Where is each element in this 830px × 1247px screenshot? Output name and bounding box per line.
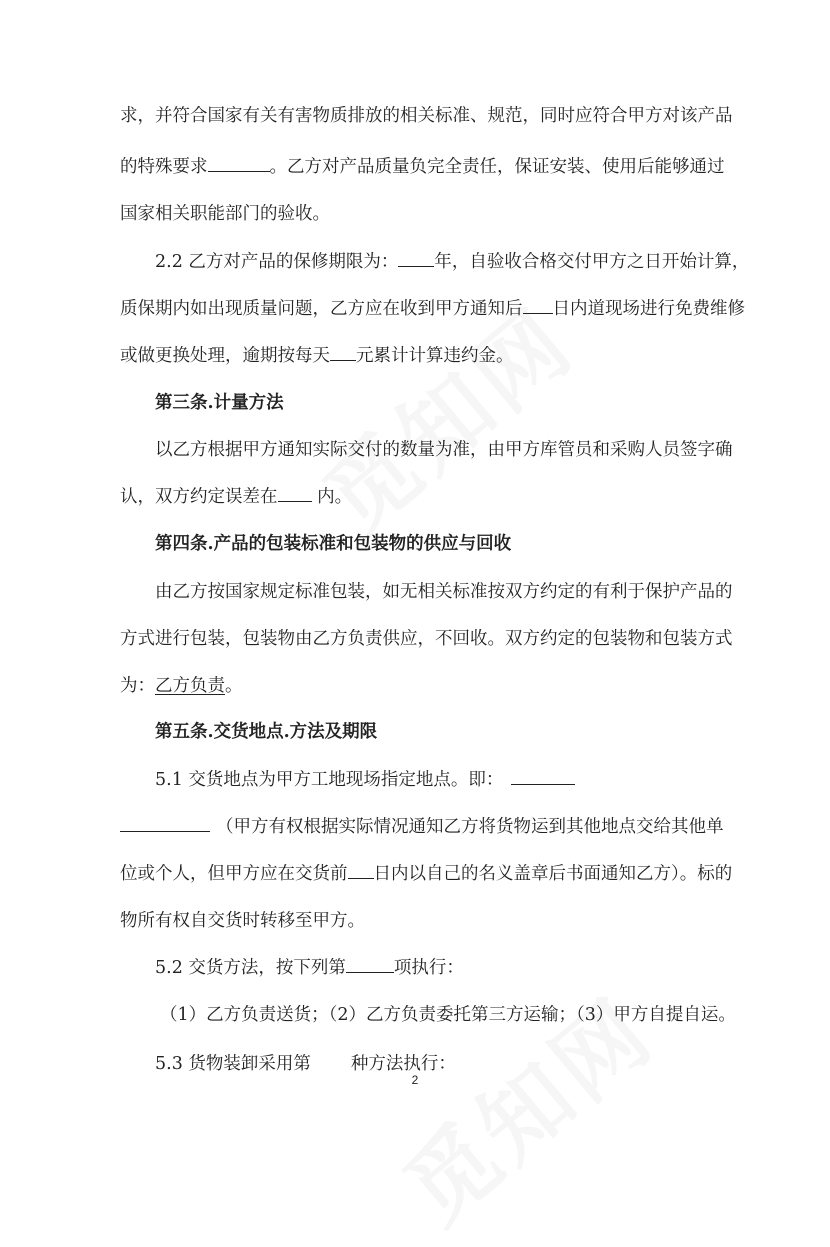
fill-in-blank bbox=[523, 297, 553, 314]
paragraph-line: 由乙方按国家规定标准包装，如无相关标准按双方约定的有利于保护产品的 bbox=[155, 582, 733, 602]
paragraph-line: 位或个人，但甲方应在交货前 日内以自己的名义盖章后书面通知乙方）。标的 bbox=[120, 864, 733, 884]
paragraph-line: 认，双方约定误差在 内。 bbox=[120, 487, 353, 507]
section-heading: 第四条.产品的包装标准和包装物的供应与回收 bbox=[155, 534, 512, 554]
paragraph-line: 5.2 交货方法，按下列第 项执行： bbox=[155, 958, 464, 978]
paragraph-line: 为：乙方负责。 bbox=[120, 676, 243, 696]
fill-in-blank bbox=[346, 956, 394, 973]
section-heading: 第三条.计量方法 bbox=[155, 393, 284, 413]
page-number: 2 bbox=[411, 1073, 419, 1087]
paragraph-line: （1）乙方负责送货；（2）乙方负责委托第三方运输；（3）甲方自提自运。 bbox=[160, 1005, 736, 1025]
fill-in-blank bbox=[330, 344, 356, 361]
fill-in-blank bbox=[511, 768, 575, 785]
paragraph-line: 质保期内如出现质量问题，乙方应在收到甲方通知后 日内道现场进行免费维修 bbox=[120, 299, 745, 319]
paragraph-line: 的特殊要求 。乙方对产品质量负完全责任，保证安装、使用后能够通过 bbox=[120, 157, 725, 177]
section-heading: 第五条.交货地点.方法及期限 bbox=[155, 722, 378, 742]
paragraph-line: 方式进行包装，包装物由乙方负责供应，不回收。双方约定的包装物和包装方式 bbox=[120, 629, 733, 649]
fill-in-blank bbox=[120, 815, 210, 832]
paragraph-line: 以乙方根据甲方通知实际交付的数量为准，由甲方库管员和采购人员签字确 bbox=[155, 440, 733, 460]
paragraph-line: 5.1 交货地点为甲方工地现场指定地点。即： bbox=[155, 768, 755, 792]
paragraph-line: 5.3 货物装卸采用第 种方法执行： bbox=[155, 1054, 456, 1074]
underlined-value: 乙方负责 bbox=[155, 676, 225, 696]
paragraph-line: 或做更换处理，逾期按每天 元累计计算违约金。 bbox=[120, 346, 514, 366]
paragraph-line: 物所有权自交货时转移至甲方。 bbox=[120, 911, 365, 931]
paragraph-line: （甲方有权根据实际情况通知乙方将货物运到其他地点交给其他单 bbox=[120, 815, 720, 839]
fill-in-blank bbox=[278, 485, 312, 502]
fill-in-blank bbox=[398, 250, 434, 267]
fill-in-blank bbox=[208, 155, 270, 172]
paragraph-line: 2.2 乙方对产品的保修期限为： 年，自验收合格交付甲方之日开始计算， bbox=[155, 252, 750, 272]
paragraph-line: 求，并符合国家有关有害物质排放的相关标准、规范，同时应符合甲方对该产品 bbox=[120, 106, 733, 126]
paragraph-line: 国家相关职能部门的验收。 bbox=[120, 204, 330, 224]
fill-in-blank bbox=[348, 862, 374, 879]
